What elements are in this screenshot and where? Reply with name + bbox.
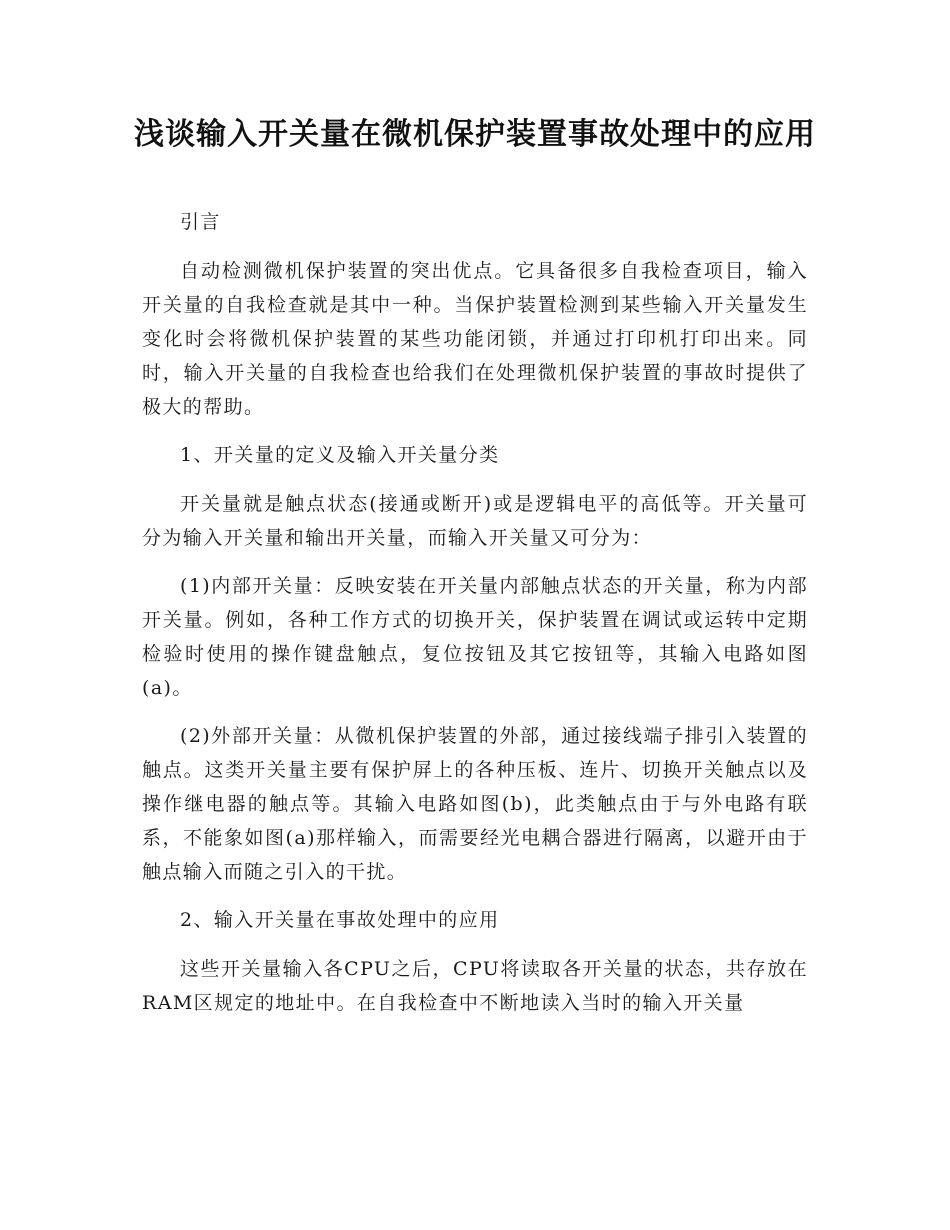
paragraph-external-switch: (2)外部开关量：从微机保护装置的外部，通过接线端子排引入装置的触点。这类开关量主要有保护屏上的各种压板、连片、切换开关触点以及操作继电器的触点等。其输入电路如图(b)，此类触点由于与外电路有联系，不能象如图(a)那样输入，而需要经光电耦合器进行隔离，以避开由于触点输入而随之引入的干扰。 xyxy=(142,725,808,883)
section-heading-intro: 引言 xyxy=(180,211,221,233)
section-heading-2: 2、输入开关量在事故处理中的应用 xyxy=(180,909,500,931)
paragraph-application: 这些开关量输入各CPU之后，CPU将读取各开关量的状态，共存放在RAM区规定的地址中。在自我检查中不断地读入当时的输入开关量 xyxy=(142,958,808,1014)
section-heading-1: 1、开关量的定义及输入开关量分类 xyxy=(180,444,500,466)
paragraph-definition: 开关量就是触点状态(接通或断开)或是逻辑电平的高低等。开关量可分为输入开关量和输出开关量，而输入开关量又可分为： xyxy=(142,493,808,549)
paragraph-internal-switch: (1)内部开关量：反映安装在开关量内部触点状态的开关量，称为内部开关量。例如，各种工作方式的切换开关，保护装置在调试或运转中定期检验时使用的操作键盘触点，复位按钮及其它按钮等，其输入电路如图(a)。 xyxy=(142,575,808,699)
document-body xyxy=(142,205,808,1034)
paragraph-intro: 自动检测微机保护装置的突出优点。它具备很多自我检查项目，输入开关量的自我检查就是其中一种。当保护装置检测到某些输入开关量发生变化时会将微机保护装置的某些功能闭锁，并通过打印机打印出来。同时，输入开关量的自我检查也给我们在处理微机保护装置的事故时提供了极大的帮助。 xyxy=(142,260,808,418)
document-title: 浅谈输入开关量在微机保护装置事故处理中的应用 xyxy=(134,117,816,152)
